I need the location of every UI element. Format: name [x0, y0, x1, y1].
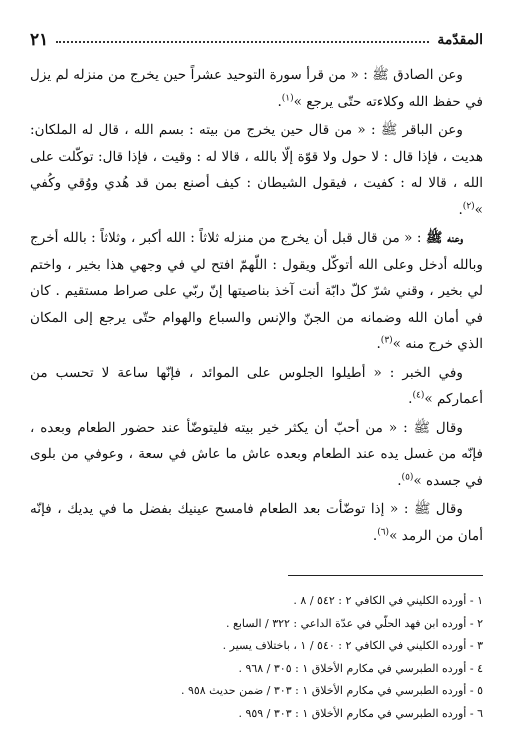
footnote-ref: (٦) — [377, 526, 390, 537]
paragraph — [30, 62, 483, 115]
paragraph — [30, 117, 483, 223]
dotted-leader — [56, 41, 429, 43]
paragraph — [30, 360, 483, 413]
footnotes — [30, 590, 483, 725]
paragraph — [30, 496, 483, 549]
main-text — [30, 62, 483, 549]
footnote-ref: (١) — [281, 92, 294, 103]
footnote: ٣ - أورده الكليني في الكافي ٢ : ٥٤٠ / ١ ، باختلاف يسير . — [222, 639, 483, 652]
chapter-title: المقدّمة — [437, 32, 483, 48]
footnote-separator — [288, 575, 483, 576]
paragraph-text: وفي الخبر : « أطيلوا الجلوس على الموائد ، فإنّها ساعة لا تحسب من أعماركم » — [30, 364, 483, 407]
footnote: ١ - أورده الكليني في الكافي ٢ : ٥٤٢ / ٨ . — [293, 594, 483, 607]
paragraph-end: . — [372, 527, 378, 544]
footnote: ٥ - أورده الطبرسي في مكارم الأخلاق ١ : ٣٠٣ / ضمن حديث ٩٥٨ . — [180, 684, 483, 697]
paragraph-lead: وعنه ﷺ — [425, 230, 464, 246]
paragraph-text: وعن الصادق ﷺ : « من قرأ سورة التوحيد عشراً حين يخرج من منزله لم يزل في حفظ الله وكلاءته حتّى يرجع » — [30, 67, 483, 110]
paragraph — [30, 415, 483, 495]
paragraph-text: : « من قال قبل أن يخرج من منزله ثلاثاً : الله أكبر ، وثلاثاً : بالله أخرج وبالله أدخل وعلى الله أتوكّل ويقول : اللّهمّ افتح لي في وجهي هذا بخير ، واختم لي بخير ، وقني شرّ كلّ دابّة أنت آخذ بناصيتها إنّ ربّي على صراط مستقيم . كان في أمان الله وضمانه من الجنّ والإنس والسباع والهوام حتّى يرجع إلى المكان الذي خرج منه » — [30, 230, 483, 352]
paragraph-text: وعن الباقر ﷺ : « من قال حين يخرج من بيته : بسم الله ، قال له الملكان: هديت ، فإذا قال : لا حول ولا قوّة إلّا بالله ، قالا له : وقيت ، فإذا قال: توكّلت على الله ، قالا له : كفيت ، فيقول الشيطان : كيف أصنع بمن قد هُدي ووُقي وكُفي » — [30, 122, 483, 218]
footnote-ref: (٣) — [380, 335, 393, 346]
paragraph — [30, 225, 483, 358]
footnote-ref: (٢) — [462, 200, 475, 211]
paragraph-end: . — [397, 472, 402, 489]
paragraph-end: . — [458, 201, 463, 218]
footnote: ٤ - أورده الطبرسي في مكارم الأخلاق ١ : ٣٠٥ / ٩٦٨ . — [238, 661, 483, 675]
page-number: ٢١ — [30, 30, 49, 50]
paragraph-end: . — [376, 336, 381, 352]
paragraph-text: وقال ﷺ : « من أحبّ أن يكثر خير بيته فليتوضّأ عند حضور الطعام وبعده ، فإنّه من غسل يده عند الطعام وبعده عاش ما عاش في سعة ، وعوفي من بلوى في جسده » — [30, 419, 483, 489]
paragraph-text: وقال ﷺ : « إذا توضّأت بعد الطعام فامسح عينيك بفضل ما في يديك ، فإنّه أمان من الرمد » — [30, 501, 483, 544]
paragraph-end: . — [277, 93, 282, 110]
running-header — [30, 30, 483, 50]
footnote: ٢ - أورده ابن فهد الحلّي في عدّة الداعي : ٣٢٢ / السابع . — [226, 616, 483, 630]
paragraph-end: . — [408, 391, 413, 407]
footnote-ref: (٥) — [401, 471, 414, 482]
footnote-ref: (٤) — [412, 390, 425, 401]
footnote: ٦ - أورده الطبرسي في مكارم الأخلاق ١ : ٣٠٣ / ٩٥٩ . — [238, 706, 483, 720]
